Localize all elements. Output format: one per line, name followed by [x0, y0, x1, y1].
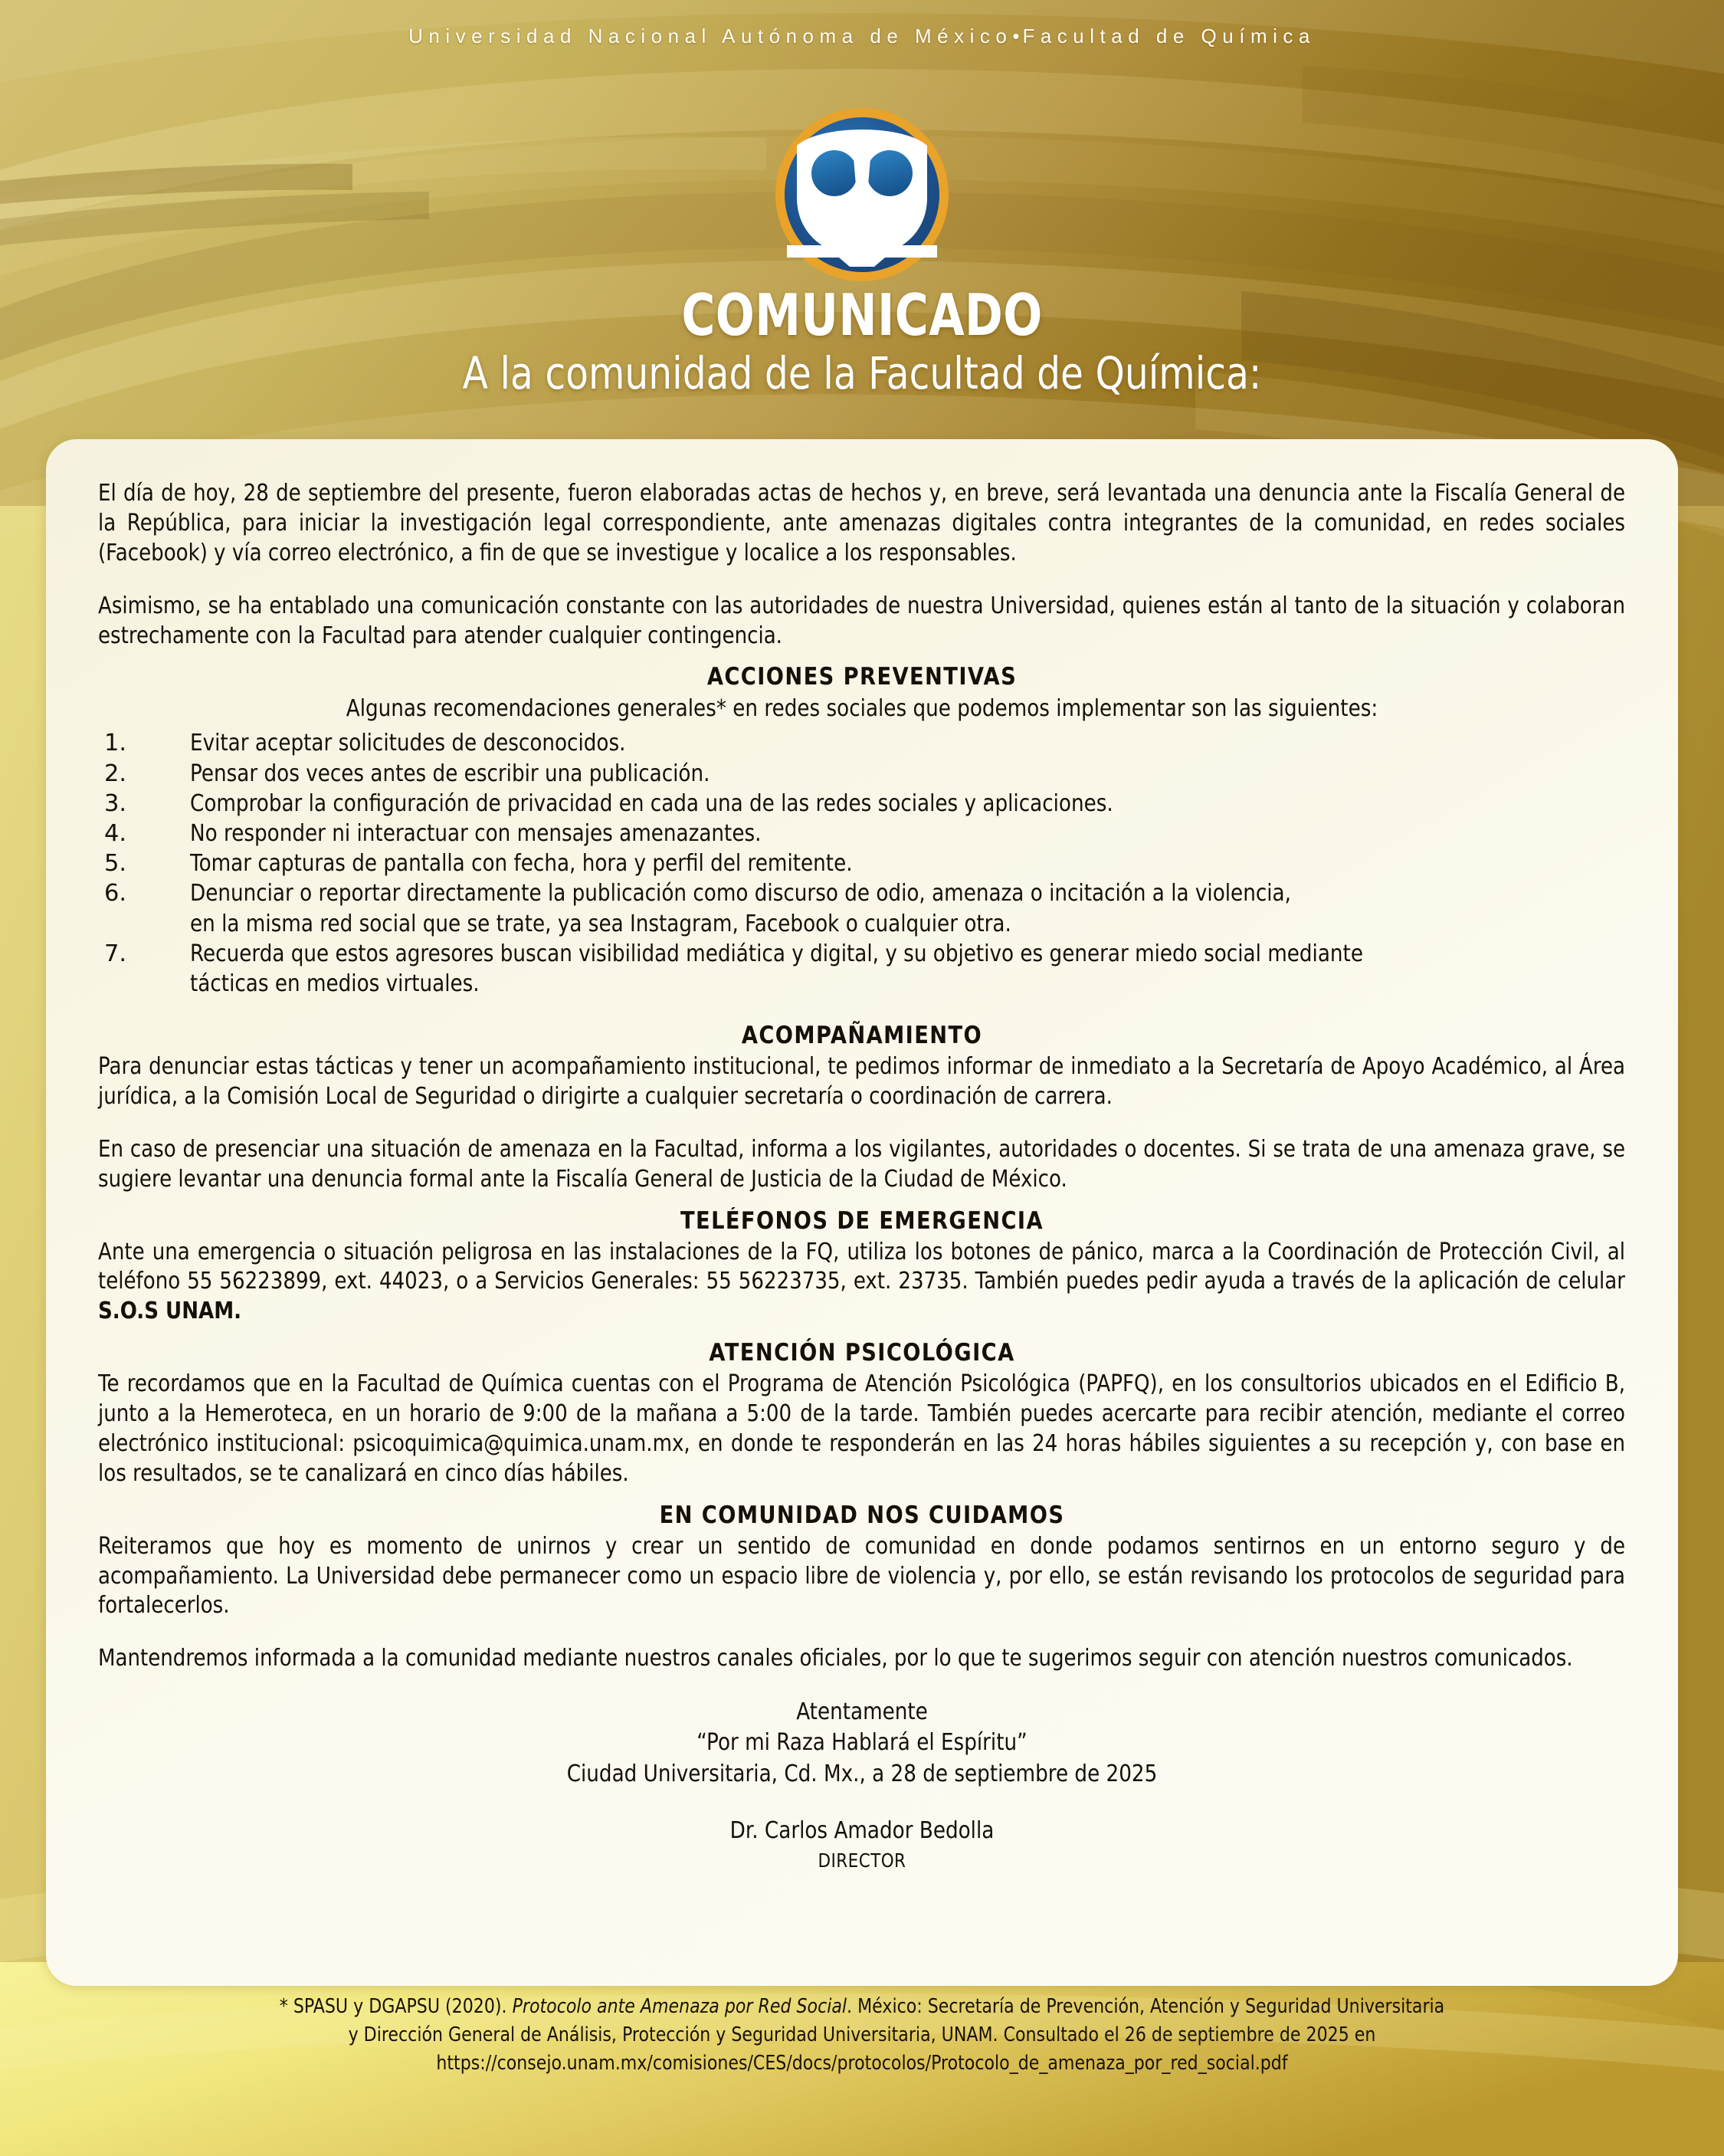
heading-telefonos-emergencia: TELÉFONOS DE EMERGENCIA — [680, 1206, 1044, 1235]
spacer — [98, 569, 1626, 592]
list-item-text — [190, 939, 1626, 999]
spacer — [98, 1195, 1626, 1207]
spacer — [98, 651, 1626, 663]
page-subtitle: A la comunidad de la Facultad de Química: — [462, 347, 1262, 399]
signature-name: Dr. Carlos Amador Bedolla — [729, 1816, 995, 1844]
footnote-document-title: Protocolo ante Amenaza por Red Social — [512, 1995, 847, 2018]
list-item-line-2: en la misma red social que se trate, ya sea Instagram, Facebook o cualquier otra. — [190, 910, 1011, 937]
signature-place-date: Ciudad Universitaria, Cd. Mx., a 28 de septiembre de 2025 — [566, 1760, 1158, 1787]
signature-role: DIRECTOR — [818, 1849, 906, 1872]
signature-closing: Atentamente — [796, 1698, 928, 1726]
psicologica-paragraph: Te recordamos que en la Facultad de Química cuentas con el Programa de Atención Psicológica (PAPFQ), en los consultorios ubicados en el Edificio B, junto a la Hemeroteca, en un horario de 9:00 de la mañana a 5:00 de la tarde. También puedes acercarte para recibir atención, mediante el correo electrónico institucional: psicoquimica@quimica.unam.mx, en donde te responderán en las 24 horas hábiles siguientes a su recepción y, con base en los resultados, se te canalizará en cinco días hábiles. — [98, 1370, 1625, 1487]
sos-unam-app-name: S.O.S UNAM. — [98, 1298, 242, 1325]
list-item-text: Evitar aceptar solicitudes de desconocidos. — [190, 730, 626, 757]
list-item-number: 4. — [104, 819, 127, 847]
list-item — [98, 878, 1626, 938]
signature-block — [205, 1697, 1519, 1873]
footnote-line-2: y Dirección General de Análisis, Protección y Seguridad Universitaria, UNAM. Consultado el 26 de septiembre de 2025 en — [348, 2023, 1376, 2046]
footnote-source-prefix: * SPASU y DGAPSU (2020). — [279, 1995, 513, 2018]
spacer — [98, 1489, 1626, 1501]
spacer — [98, 1327, 1626, 1339]
communique-card — [46, 439, 1678, 1986]
list-item-text — [190, 878, 1626, 938]
heading-en-comunidad: EN COMUNIDAD NOS CUIDAMOS — [659, 1501, 1065, 1529]
spacer — [98, 999, 1626, 1022]
preventive-actions-list — [98, 728, 1626, 999]
list-item-line-1: Denunciar o reportar directamente la publicación como discurso de odio, amenaza o incitación a la violencia, — [190, 880, 1291, 907]
heading-acompanamiento: ACOMPAÑAMIENTO — [741, 1022, 983, 1050]
list-item-text: No responder ni interactuar con mensajes amenazantes. — [190, 819, 762, 847]
spacer — [98, 1112, 1626, 1135]
preventivas-lead: Algunas recomendaciones generales* en redes sociales que podemos implementar son las siguientes: — [346, 695, 1378, 723]
list-item-number: 3. — [104, 789, 127, 817]
spacer — [98, 1621, 1626, 1644]
heading-atencion-psicologica: ATENCIÓN PSICOLÓGICA — [709, 1339, 1015, 1367]
list-item-text: Comprobar la configuración de privacidad en cada una de las redes sociales y aplicaciones. — [190, 789, 1113, 817]
list-item-text: Tomar capturas de pantalla con fecha, hora y perfil del remitente. — [190, 850, 853, 878]
list-item-number: 2. — [104, 760, 127, 787]
comunidad-paragraph-2: Mantendremos informada a la comunidad mediante nuestros canales oficiales, por lo que te sugerimos seguir con atención nuestros comunicados. — [98, 1645, 1573, 1672]
footnote-source-suffix: . México: Secretaría de Prevención, Atención y Seguridad Universitaria — [847, 1995, 1445, 2018]
list-item — [98, 848, 1626, 878]
footnote-line-1 — [129, 1993, 1595, 2021]
telefonos-paragraph — [98, 1238, 1625, 1327]
heading-acciones-preventivas: ACCIONES PREVENTIVAS — [706, 663, 1018, 691]
acompanamiento-paragraph-2: En caso de presenciar una situación de amenaza en la Facultad, informa a los vigilantes, autoridades o docentes. Si se trata de una amenaza grave, se sugiere levantar una denuncia formal ante la Fiscalía General de Justicia de la Ciudad de México. — [98, 1135, 1625, 1193]
telefonos-text: Ante una emergencia o situación peligrosa en las instalaciones de la FQ, utiliza los botones de pánico, marca a la Coordinación de Protección Civil, al teléfono 55 56223899, ext. 44023, o a Servicios Generales: 55 56223735, ext. 23735. También puedes pedir ayuda a través de la aplicación de celular — [98, 1238, 1625, 1295]
list-item-number: 5. — [104, 850, 127, 878]
title-block — [0, 281, 1724, 399]
unam-fq-owl-logo — [775, 108, 949, 281]
list-item-number: 1. — [104, 730, 127, 757]
list-item — [98, 728, 1626, 758]
list-item — [98, 819, 1626, 848]
page-title: COMUNICADO — [681, 281, 1043, 349]
list-item-number: 6. — [104, 880, 127, 907]
list-item — [98, 789, 1626, 819]
list-item — [98, 759, 1626, 789]
list-item-line-2: tácticas en medios virtuales. — [190, 970, 480, 997]
header-faculty: Facultad de Química — [1022, 25, 1316, 48]
comunidad-paragraph-1: Reiteramos que hoy es momento de unirnos y crear un sentido de comunidad en donde podamos sentirnos en un entorno seguro y de acompañamiento. La Universidad debe permanecer como un espacio libre de violencia y, por ello, se están revisando los protocolos de seguridad para fortalecerlos. — [98, 1532, 1625, 1619]
page-header — [0, 0, 1724, 73]
footnote-block — [0, 1993, 1724, 2078]
footnote-url[interactable]: https://consejo.unam.mx/comisiones/CES/docs/protocolos/Protocolo_de_amenaza_por_red_social.pdf — [436, 2051, 1288, 2075]
header-institution-line — [408, 25, 1316, 48]
signature-motto: “Por mi Raza Hablará el Espíritu” — [696, 1729, 1028, 1757]
list-item — [98, 939, 1626, 999]
list-item-line-1: Recuerda que estos agresores buscan visibilidad mediática y digital, y su objetivo es generar miedo social mediante — [190, 940, 1363, 967]
acompanamiento-paragraph-1: Para denunciar estas tácticas y tener un acompañamiento institucional, te pedimos informar de inmediato a la Secretaría de Apoyo Académico, al Área jurídica, a la Comisión Local de Seguridad o dirigirte a cualquier secretaría o coordinación de carrera. — [98, 1053, 1625, 1110]
header-institution: Universidad Nacional Autónoma de México — [408, 25, 1013, 48]
list-item-text: Pensar dos veces antes de escribir una publicación. — [190, 760, 710, 787]
header-separator-dot: • — [1012, 25, 1023, 48]
list-item-number: 7. — [104, 940, 127, 967]
intro-paragraph-1: El día de hoy, 28 de septiembre del presente, fueron elaboradas actas de hechos y, en breve, será levantada una denuncia ante la Fiscalía General de la República, para iniciar la investigación legal correspondiente, ante amenazas digitales contra integrantes de la comunidad, en redes sociales (Facebook) y vía correo electrónico, a fin de que se investigue y localice a los responsables. — [98, 480, 1625, 566]
intro-paragraph-2: Asimismo, se ha entablado una comunicación constante con las autoridades de nuestra Universidad, quienes están al tanto de la situación y colaboran estrechamente con la Facultad para atender cualquier contingencia. — [98, 592, 1625, 649]
spacer — [98, 1674, 1626, 1697]
